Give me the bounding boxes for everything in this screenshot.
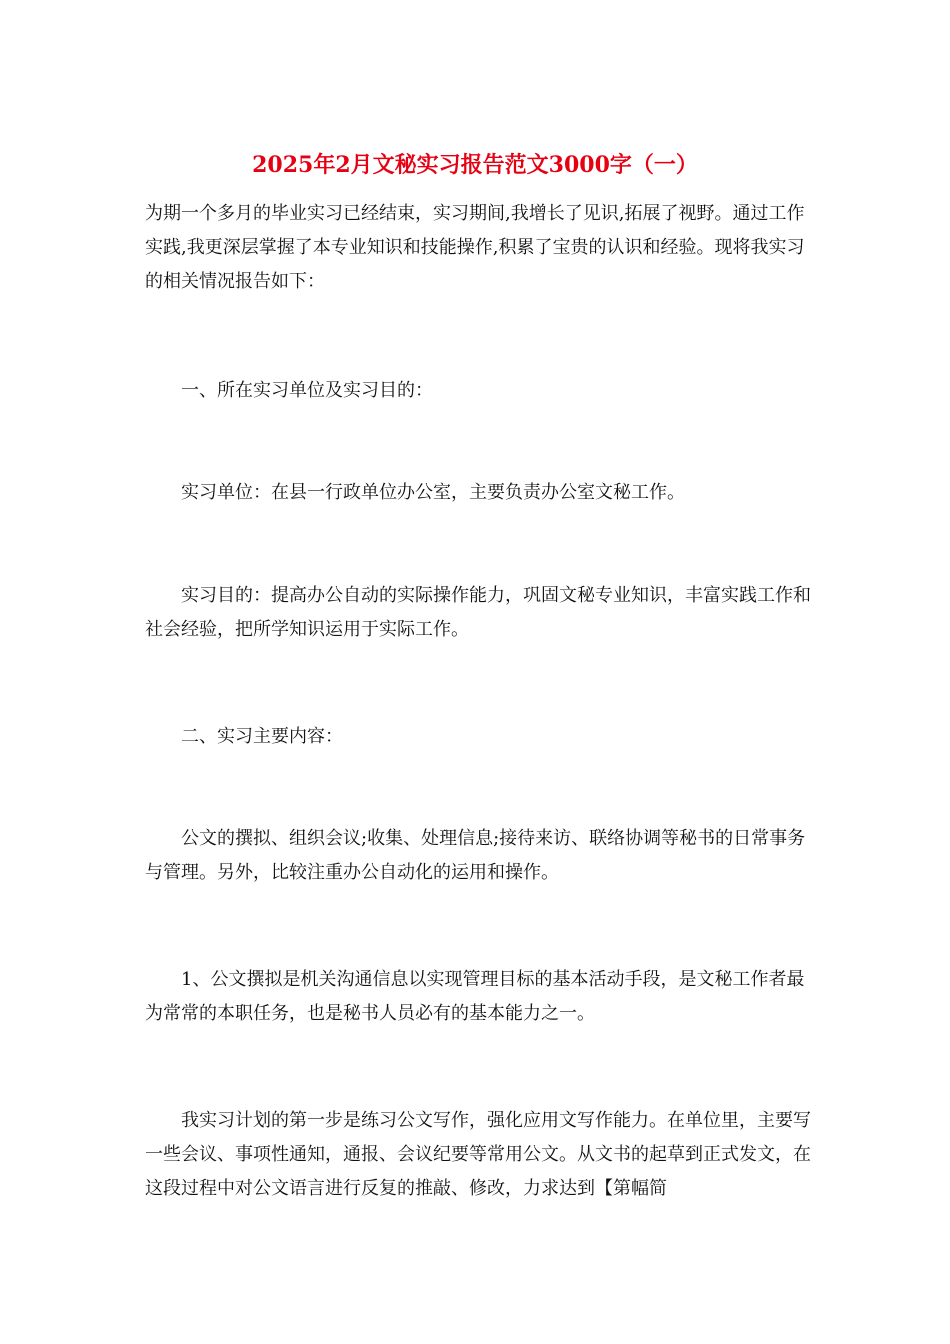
section-heading-1: 一、所在实习单位及实习目的： (181, 380, 433, 401)
main-content-paragraph: 公文的撰拟、组织会议;收集、处理信息;接待来访、联络协调等秘书的日常事务与管理。另外，比较注重办公自动化的运用和操作。 (145, 828, 806, 883)
section-heading-2: 二、实习主要内容： (181, 726, 343, 747)
intro-paragraph: 为期一个多月的毕业实习已经结束，实习期间,我增长了见识,拓展了视野。通过工作实践,我更深层掌握了本专业知识和技能操作,积累了宝贵的认识和经验。现将我实习的相关情况报告如下： (145, 203, 805, 292)
writing-practice-paragraph: 我实习计划的第一步是练习公文写作，强化应用文写作能力。在单位里，主要写一些会议、事项性通知，通报、会议纪要等常用公文。从文书的起草到正式发文，在这段过程中对公文语言进行反复的推敲、修改，力求达到【第幅简 (145, 1110, 811, 1199)
document-drafting-paragraph: 1、公文撰拟是机关沟通信息以实现管理目标的基本活动手段，是文秘工作者最为常常的本职任务，也是秘书人员必有的基本能力之一。 (145, 969, 805, 1024)
internship-unit-paragraph: 实习单位：在县一行政单位办公室，主要负责办公室文秘工作。 (181, 482, 685, 503)
internship-purpose-paragraph: 实习目的：提高办公自动的实际操作能力，巩固文秘专业知识，丰富实践工作和社会经验，把所学知识运用于实际工作。 (145, 585, 811, 640)
document-title: 2025年2月文秘实习报告范文3000字（一） (252, 152, 698, 178)
